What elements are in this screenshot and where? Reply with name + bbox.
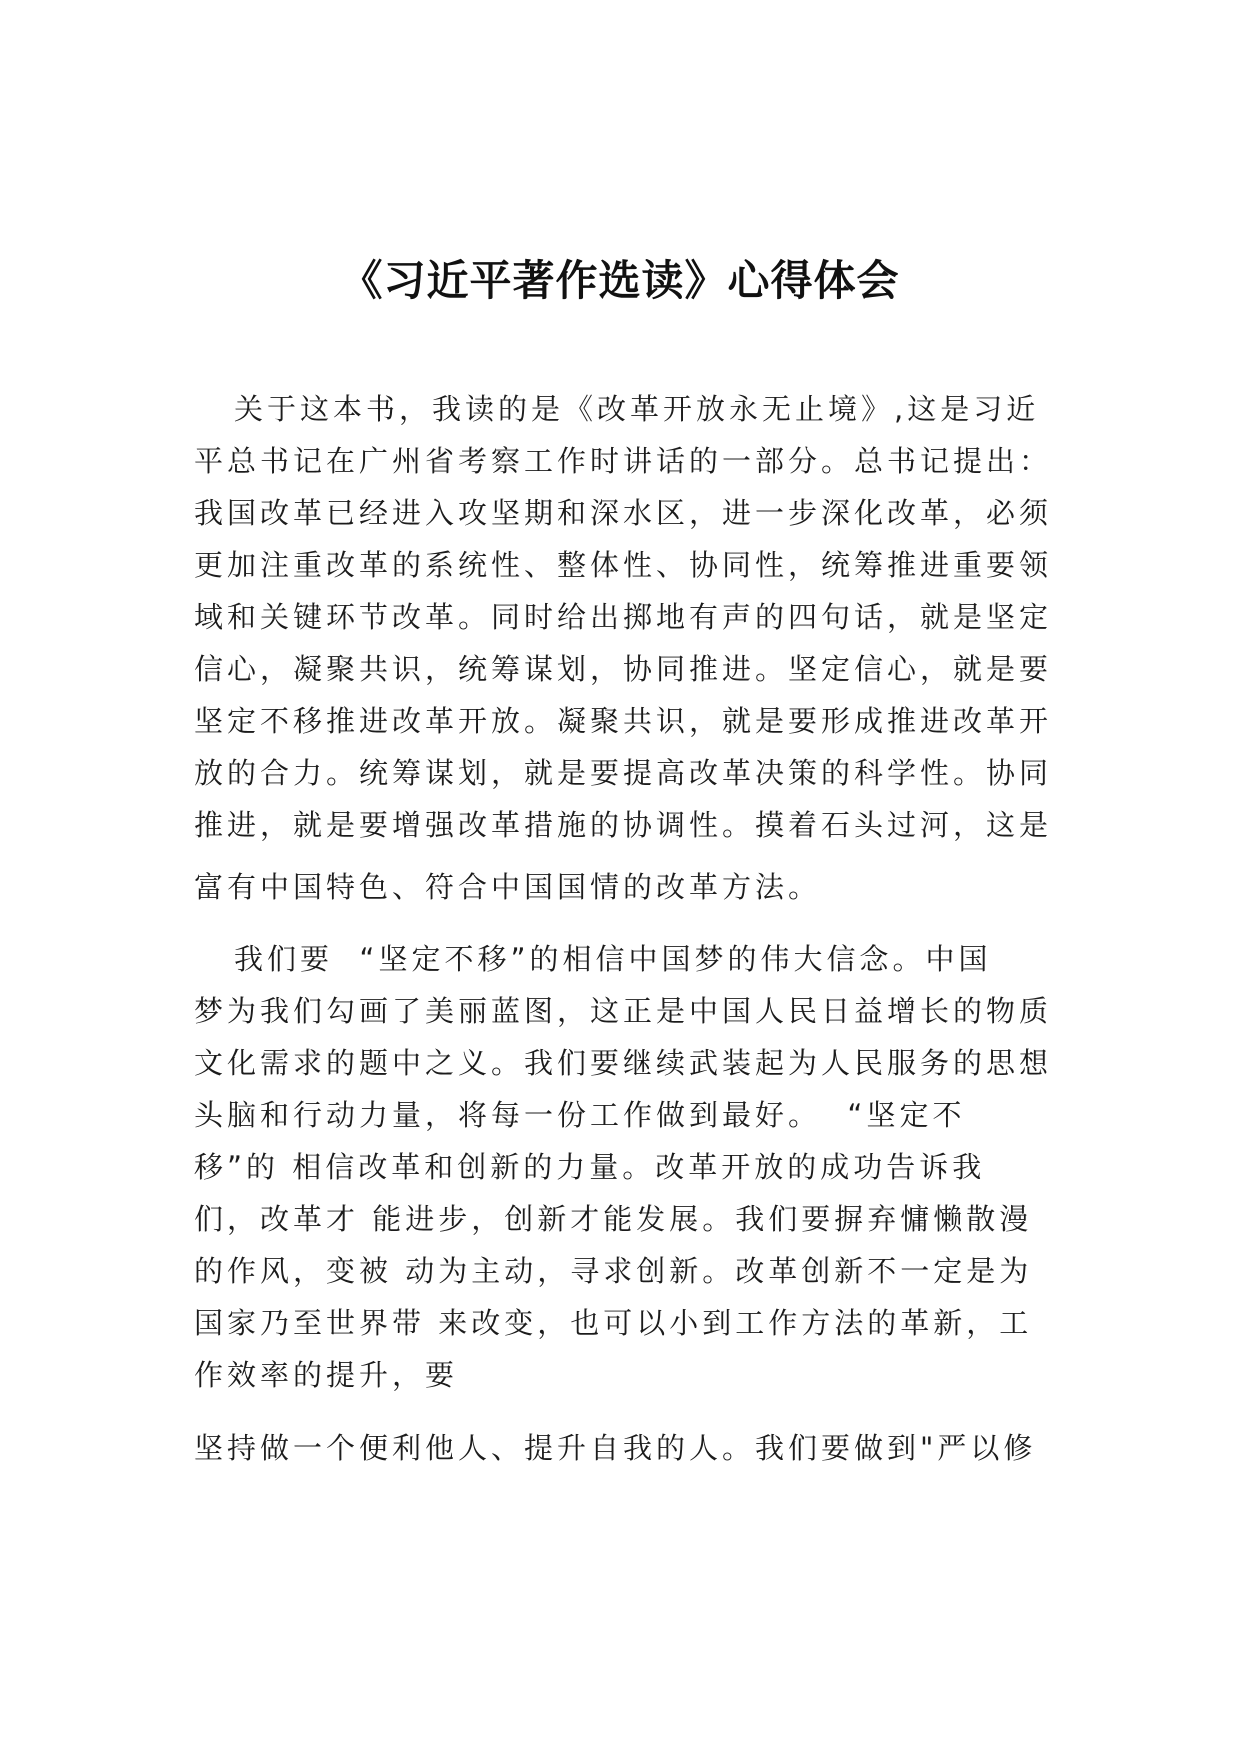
text-line: 我们要 “坚定不移”的相信中国梦的伟大信念。中国 (234, 942, 992, 976)
text-line: 平总书记在广州省考察工作时讲话的一部分。总书记提出： (194, 444, 1053, 478)
text-line: 作效率的提升，要 (194, 1358, 459, 1392)
text-line: 的作风，变被 动为主动，寻求创新。改革创新不一定是为 (194, 1254, 1033, 1288)
text-line: 推进，就是要增强改革措施的协调性。摸着石头过河，这是 (194, 808, 1053, 842)
text-line: 坚持做一个便利他人、提升自我的人。我们要做到"严以修 (194, 1431, 1037, 1465)
text-line: 关于这本书，我读的是《改革开放永无止境》,这是习近 (234, 392, 1040, 426)
text-line: 域和关键环节改革。同时给出掷地有声的四句话，就是坚定 (194, 600, 1053, 634)
text-line: 文化需求的题中之义。我们要继续武装起为人民服务的思想 (194, 1046, 1053, 1080)
text-line: 放的合力。统筹谋划，就是要提高改革决策的科学性。协同 (194, 756, 1053, 790)
text-line: 信心，凝聚共识，统筹谋划，协同推进。坚定信心，就是要 (194, 652, 1053, 686)
text-line: 移”的 相信改革和创新的力量。改革开放的成功告诉我 (194, 1150, 986, 1184)
text-line: 富有中国特色、符合中国国情的改革方法。 (194, 870, 822, 904)
text-line: 我国改革已经进入攻坚期和深水区，进一步深化改革，必须 (194, 496, 1053, 530)
text-line: 梦为我们勾画了美丽蓝图，这正是中国人民日益增长的物质 (194, 994, 1053, 1028)
text-line: 坚定不移推进改革开放。凝聚共识，就是要形成推进改革开 (194, 704, 1053, 738)
document-title: 《习近平著作选读》心得体会 (340, 256, 900, 305)
text-line: 头脑和行动力量，将每一份工作做到最好。 “坚定不 (194, 1098, 966, 1132)
text-line: 们，改革才 能进步，创新才能发展。我们要摒弃慵懒散漫 (194, 1202, 1033, 1236)
text-line: 更加注重改革的系统性、整体性、协同性，统筹推进重要领 (194, 548, 1053, 582)
text-line: 国家乃至世界带 来改变，也可以小到工作方法的革新，工 (194, 1306, 1033, 1340)
